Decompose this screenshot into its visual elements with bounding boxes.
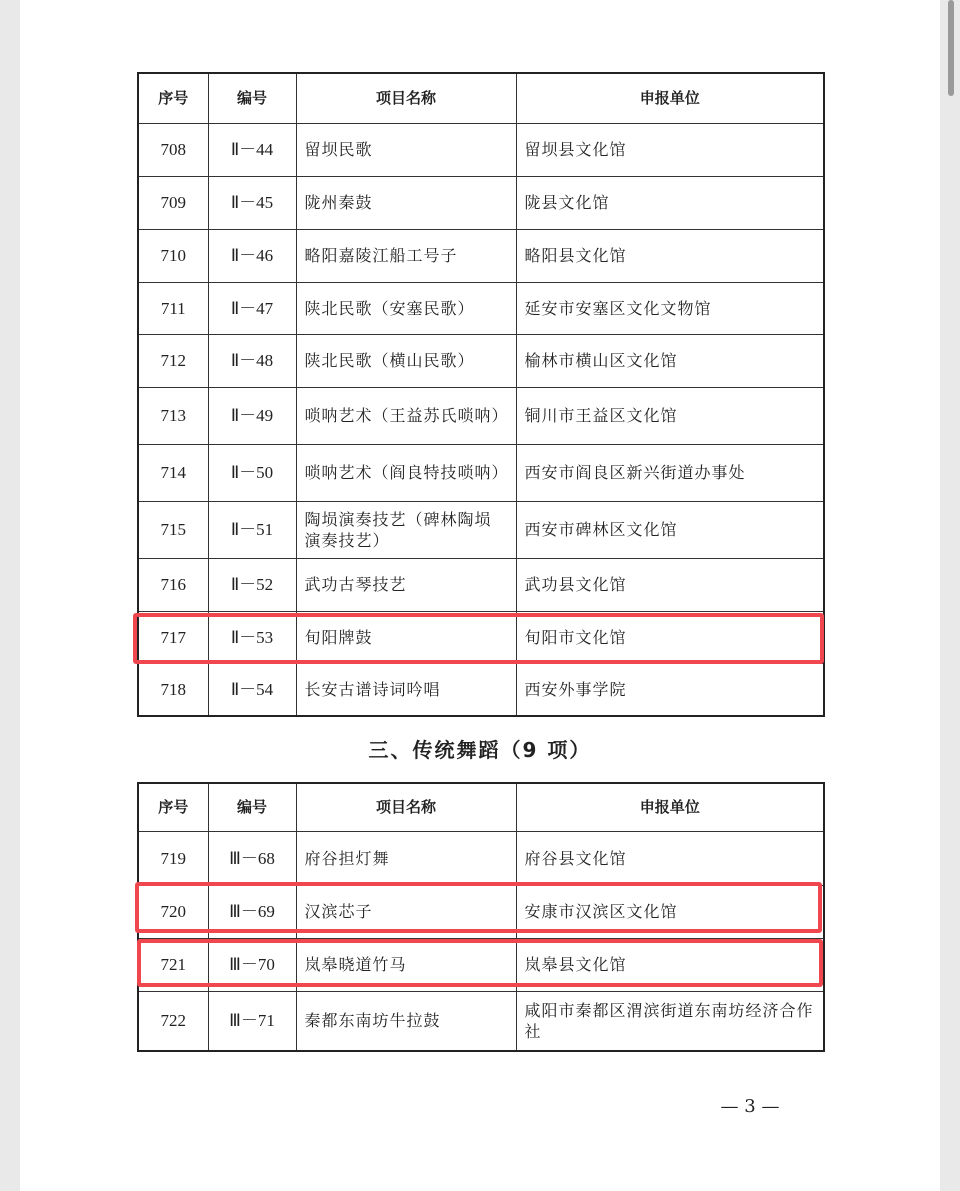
item-name: 秦都东南坊牛拉鼓 bbox=[296, 991, 516, 1051]
applicant-unit: 略阳县文化馆 bbox=[516, 229, 824, 282]
header-name: 项目名称 bbox=[296, 783, 516, 831]
item-code: Ⅲ－69 bbox=[208, 885, 296, 938]
applicant-unit: 武功县文化馆 bbox=[516, 558, 824, 611]
table-header bbox=[138, 783, 824, 831]
applicant-unit: 西安市阎良区新兴街道办事处 bbox=[516, 444, 824, 501]
item-code: Ⅲ－68 bbox=[208, 831, 296, 885]
applicant-unit: 榆林市横山区文化馆 bbox=[516, 334, 824, 387]
row-number: 718 bbox=[138, 663, 208, 716]
row-number: 722 bbox=[138, 991, 208, 1051]
row-number: 713 bbox=[138, 387, 208, 444]
scrollbar[interactable] bbox=[948, 0, 954, 96]
item-code: Ⅱ－45 bbox=[208, 176, 296, 229]
highlight-box-721 bbox=[137, 939, 823, 987]
item-name: 汉滨芯子 bbox=[296, 885, 516, 938]
row-number: 721 bbox=[138, 938, 208, 991]
applicant-unit: 西安市碑林区文化馆 bbox=[516, 501, 824, 558]
item-code: Ⅱ－50 bbox=[208, 444, 296, 501]
item-name: 陇州秦鼓 bbox=[296, 176, 516, 229]
item-name: 唢呐艺术（王益苏氏唢呐） bbox=[296, 387, 516, 444]
applicant-unit: 咸阳市秦都区渭滨街道东南坊经济合作社 bbox=[516, 991, 824, 1051]
applicant-unit: 安康市汉滨区文化馆 bbox=[516, 885, 824, 938]
table-row bbox=[138, 387, 824, 444]
row-number: 716 bbox=[138, 558, 208, 611]
table-row bbox=[138, 663, 824, 716]
item-code: Ⅱ－52 bbox=[208, 558, 296, 611]
table-row bbox=[138, 444, 824, 501]
item-name: 武功古琴技艺 bbox=[296, 558, 516, 611]
table-row bbox=[138, 991, 824, 1051]
header-name: 项目名称 bbox=[296, 73, 516, 123]
row-number: 708 bbox=[138, 123, 208, 176]
applicant-unit: 旬阳市文化馆 bbox=[516, 611, 824, 663]
applicant-unit: 西安外事学院 bbox=[516, 663, 824, 716]
item-name: 岚皋晓道竹马 bbox=[296, 938, 516, 991]
header-code: 编号 bbox=[208, 73, 296, 123]
item-name: 唢呐艺术（阎良特技唢呐） bbox=[296, 444, 516, 501]
item-name: 府谷担灯舞 bbox=[296, 831, 516, 885]
row-number: 711 bbox=[138, 282, 208, 334]
row-number: 715 bbox=[138, 501, 208, 558]
table-row bbox=[138, 334, 824, 387]
item-name: 长安古谱诗词吟唱 bbox=[296, 663, 516, 716]
page-number: — 3 — bbox=[720, 1096, 780, 1117]
item-code: Ⅱ－54 bbox=[208, 663, 296, 716]
table-row bbox=[138, 282, 824, 334]
table-row bbox=[138, 558, 824, 611]
row-number: 714 bbox=[138, 444, 208, 501]
header-code: 编号 bbox=[208, 783, 296, 831]
item-name: 旬阳牌鼓 bbox=[296, 611, 516, 663]
item-code: Ⅱ－49 bbox=[208, 387, 296, 444]
applicant-unit: 留坝县文化馆 bbox=[516, 123, 824, 176]
item-name: 陕北民歌（横山民歌） bbox=[296, 334, 516, 387]
table-row bbox=[138, 229, 824, 282]
item-code: Ⅱ－53 bbox=[208, 611, 296, 663]
item-code: Ⅲ－71 bbox=[208, 991, 296, 1051]
item-name: 陶埙演奏技艺（碑林陶埙演奏技艺） bbox=[296, 501, 516, 558]
item-code: Ⅱ－44 bbox=[208, 123, 296, 176]
applicant-unit: 岚皋县文化馆 bbox=[516, 938, 824, 991]
applicant-unit: 陇县文化馆 bbox=[516, 176, 824, 229]
section-title: 三、传统舞蹈（9 项） bbox=[368, 738, 592, 762]
item-code: Ⅱ－47 bbox=[208, 282, 296, 334]
applicant-unit: 铜川市王益区文化馆 bbox=[516, 387, 824, 444]
table-row bbox=[138, 501, 824, 558]
table-header bbox=[138, 73, 824, 123]
table-row bbox=[138, 123, 824, 176]
row-number: 710 bbox=[138, 229, 208, 282]
table-row bbox=[138, 831, 824, 885]
table-row bbox=[138, 176, 824, 229]
header-no: 序号 bbox=[138, 73, 208, 123]
item-name: 略阳嘉陵江船工号子 bbox=[296, 229, 516, 282]
item-name: 陕北民歌（安塞民歌） bbox=[296, 282, 516, 334]
row-number: 717 bbox=[138, 611, 208, 663]
header-unit: 申报单位 bbox=[516, 783, 824, 831]
row-number: 720 bbox=[138, 885, 208, 938]
row-number: 719 bbox=[138, 831, 208, 885]
header-unit: 申报单位 bbox=[516, 73, 824, 123]
applicant-unit: 延安市安塞区文化文物馆 bbox=[516, 282, 824, 334]
highlight-box-720 bbox=[135, 882, 822, 933]
row-number: 712 bbox=[138, 334, 208, 387]
item-code: Ⅱ－46 bbox=[208, 229, 296, 282]
item-code: Ⅱ－51 bbox=[208, 501, 296, 558]
item-code: Ⅲ－70 bbox=[208, 938, 296, 991]
row-number: 709 bbox=[138, 176, 208, 229]
item-code: Ⅱ－48 bbox=[208, 334, 296, 387]
header-no: 序号 bbox=[138, 783, 208, 831]
highlight-box-717 bbox=[133, 613, 824, 664]
item-name: 留坝民歌 bbox=[296, 123, 516, 176]
applicant-unit: 府谷县文化馆 bbox=[516, 831, 824, 885]
